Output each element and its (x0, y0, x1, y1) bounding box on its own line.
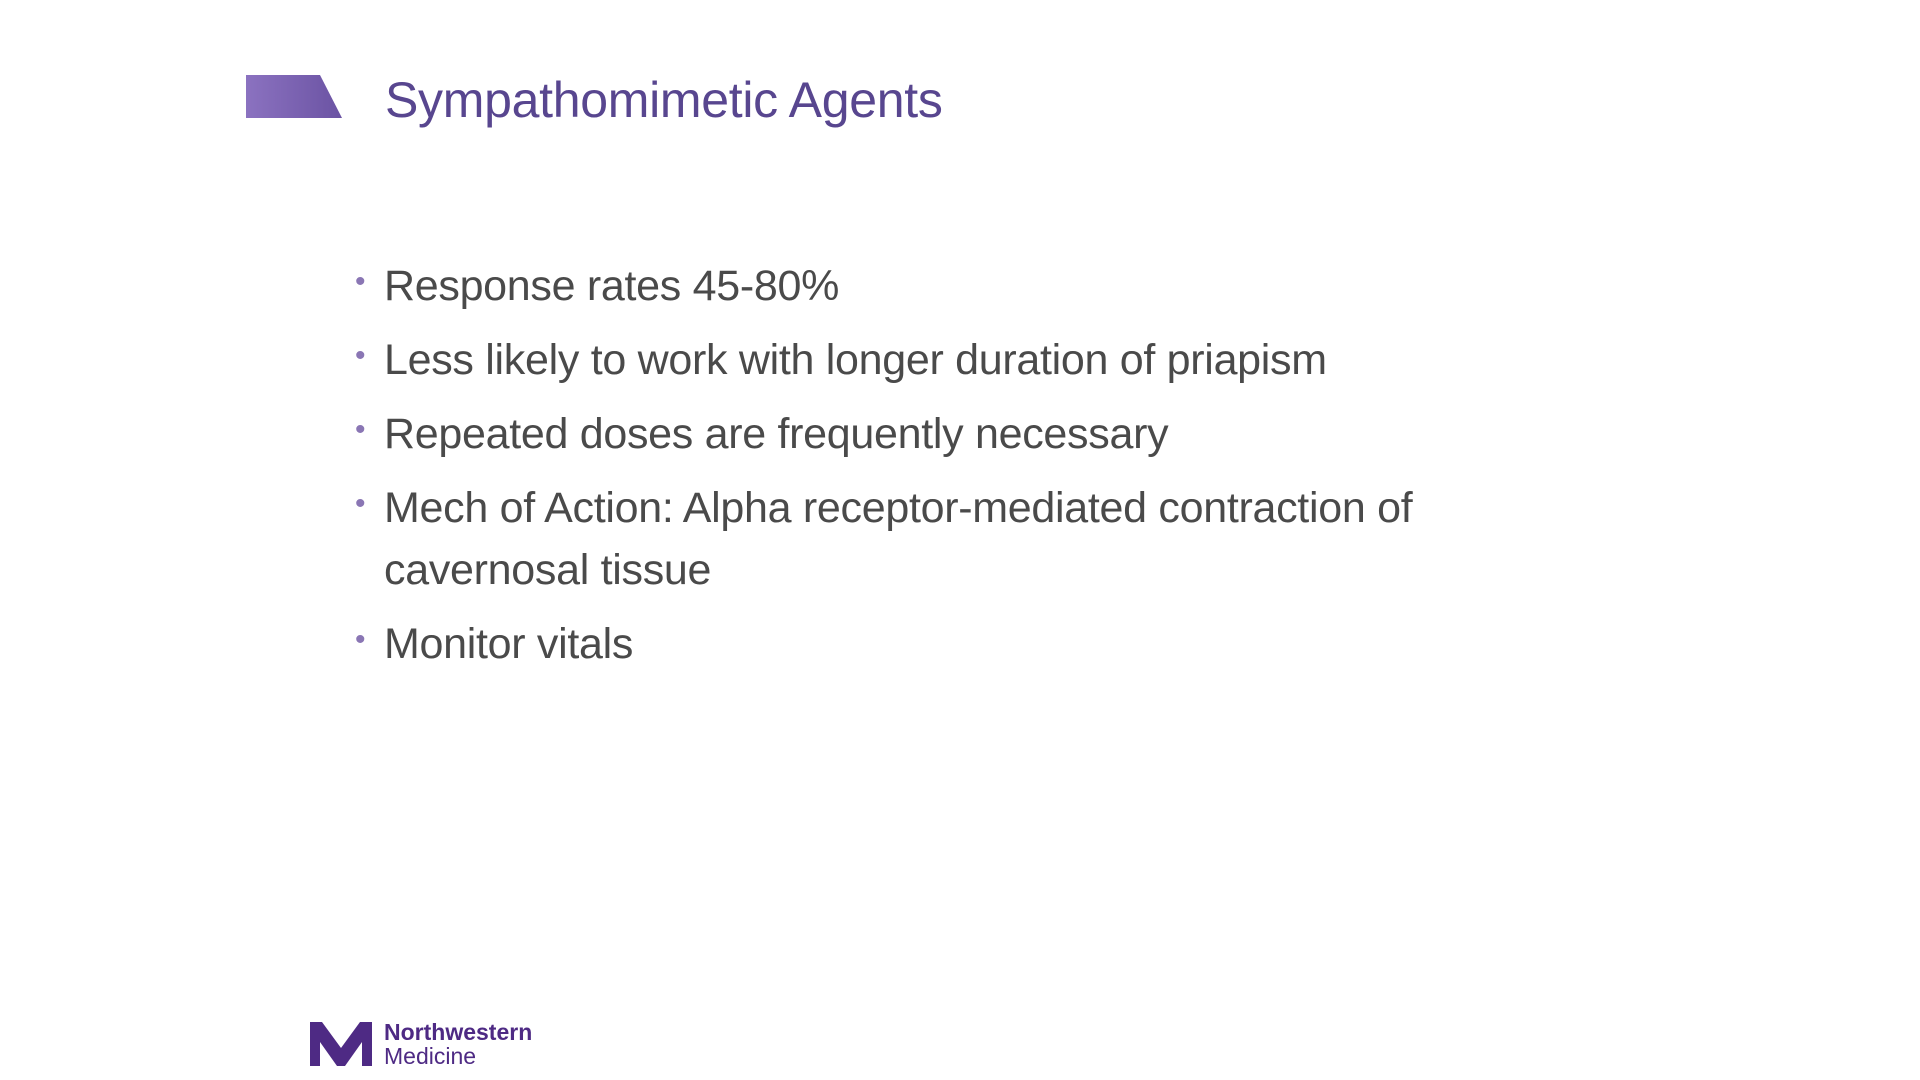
bullet-item (355, 613, 1555, 675)
bullet-dot: • (355, 623, 366, 656)
slide-title: Sympathomimetic Agents (385, 72, 943, 128)
bullet-item (355, 255, 1555, 317)
bullet-text: Monitor vitals (384, 620, 634, 668)
bullet-dot: • (355, 487, 366, 520)
bullet-text: Mech of Action: Alpha receptor-mediated contraction of cavernosal tissue (384, 484, 1436, 594)
northwestern-medicine-logo-icon (310, 1022, 372, 1066)
logo-wordmark (384, 1020, 532, 1068)
bullet-text: Response rates 45-80% (384, 262, 840, 310)
bullet-dot: • (355, 339, 366, 372)
northwestern-medicine-logo (310, 1020, 532, 1068)
bullet-dot: • (355, 265, 366, 298)
bullet-text: Less likely to work with longer duration of priapism (384, 336, 1327, 384)
bullet-item (355, 329, 1555, 391)
logo-line-medicine: Medicine (384, 1043, 477, 1069)
logo-line-northwestern: Northwestern (384, 1019, 533, 1045)
bullet-item (355, 477, 1555, 601)
bullet-text: Repeated doses are frequently necessary (384, 410, 1169, 458)
title-accent-bar (246, 75, 342, 118)
bullet-list (355, 255, 1555, 687)
bullet-item (355, 403, 1555, 465)
bullet-dot: • (355, 413, 366, 446)
